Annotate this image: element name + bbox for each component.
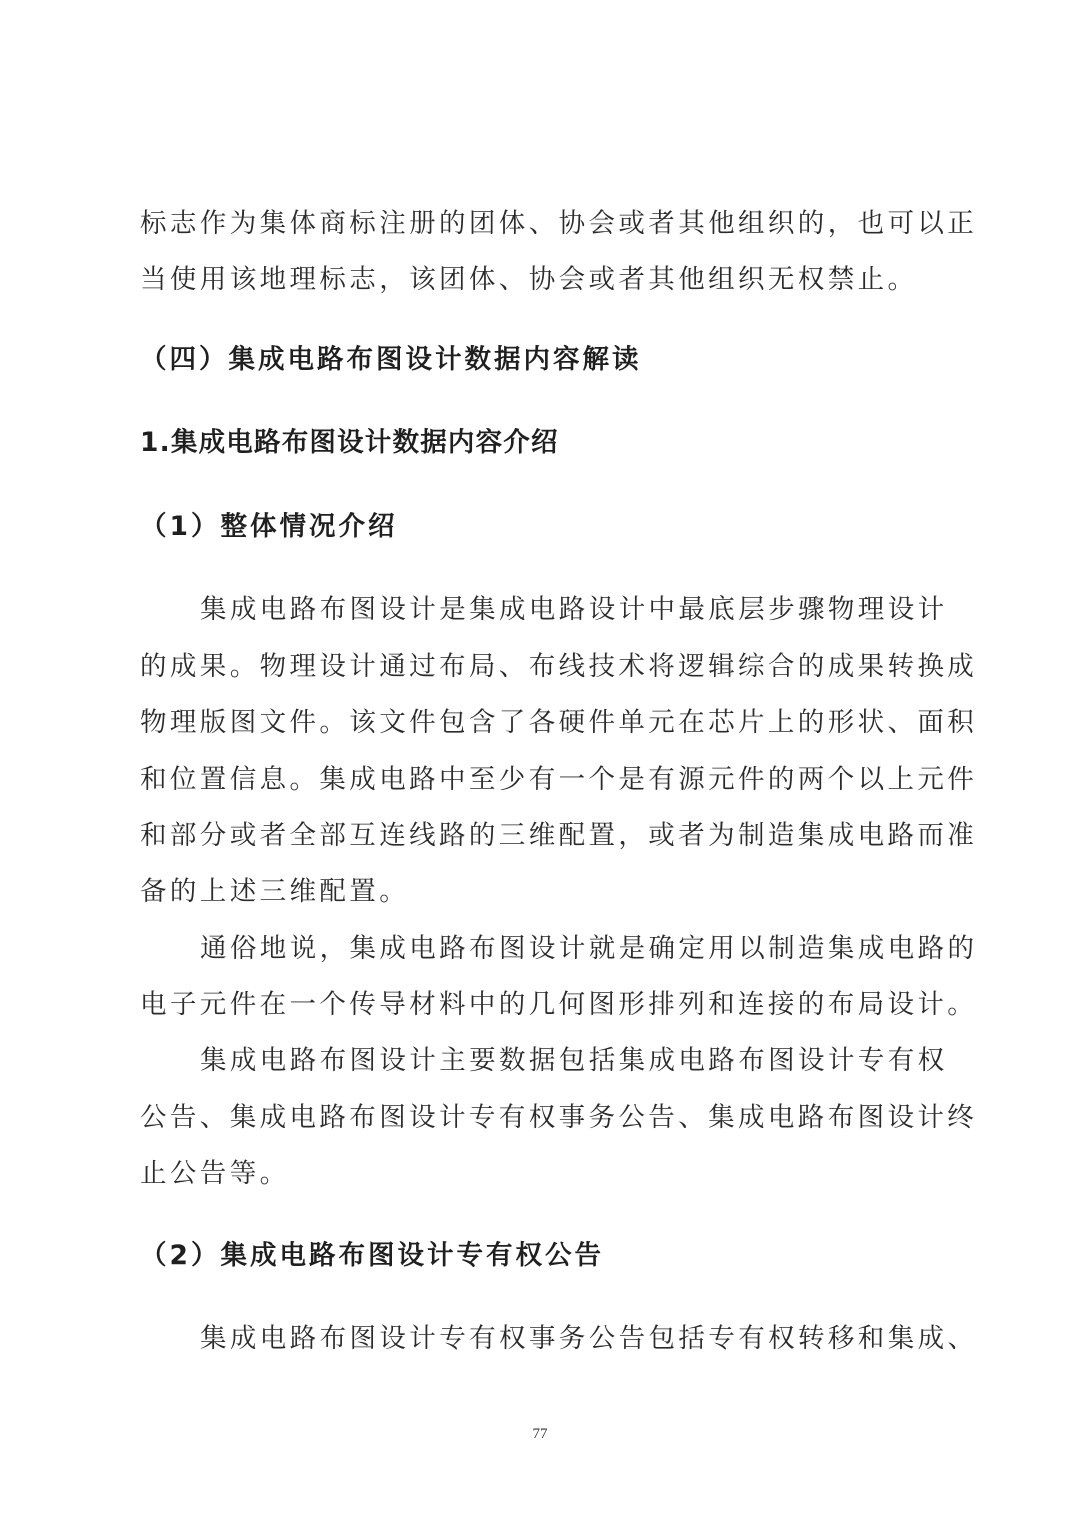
body-text-line: 集成电路布图设计是集成电路设计中最底层步骤物理设计 [200, 594, 948, 625]
page-number: 77 [532, 1426, 548, 1442]
body-text-line: 备的上述三维配置。 [140, 876, 410, 907]
body-text-line: 集成电路布图设计主要数据包括集成电路布图设计专有权 [200, 1045, 948, 1076]
subsection-heading: 1.集成电路布图设计数据内容介绍 [140, 427, 559, 458]
body-text-line: 和位置信息。集成电路中至少有一个是有源元件的两个以上元件 [140, 764, 978, 795]
body-text-line: 和部分或者全部互连线路的三维配置，或者为制造集成电路而准 [140, 820, 978, 851]
item-heading: （1）整体情况介绍 [140, 511, 398, 542]
body-text-line: 集成电路布图设计专有权事务公告包括专有权转移和集成、 [200, 1323, 978, 1354]
body-text-line: 止公告等。 [140, 1158, 290, 1189]
body-text-line: 当使用该地理标志，该团体、协会或者其他组织无权禁止。 [140, 264, 918, 295]
body-text-line: 电子元件在一个传导材料中的几何图形排列和连接的布局设计。 [140, 989, 978, 1020]
section-heading: （四）集成电路布图设计数据内容解读 [140, 344, 642, 375]
body-text-line: 物理版图文件。该文件包含了各硬件单元在芯片上的形状、面积 [140, 707, 978, 738]
body-text-line: 的成果。物理设计通过布局、布线技术将逻辑综合的成果转换成 [140, 651, 978, 682]
body-text-line: 标志作为集体商标注册的团体、协会或者其他组织的，也可以正 [140, 208, 978, 239]
body-text-line: 公告、集成电路布图设计专有权事务公告、集成电路布图设计终 [140, 1102, 978, 1133]
item-heading: （2）集成电路布图设计专有权公告 [140, 1240, 604, 1271]
body-text-line: 通俗地说，集成电路布图设计就是确定用以制造集成电路的 [200, 933, 978, 964]
